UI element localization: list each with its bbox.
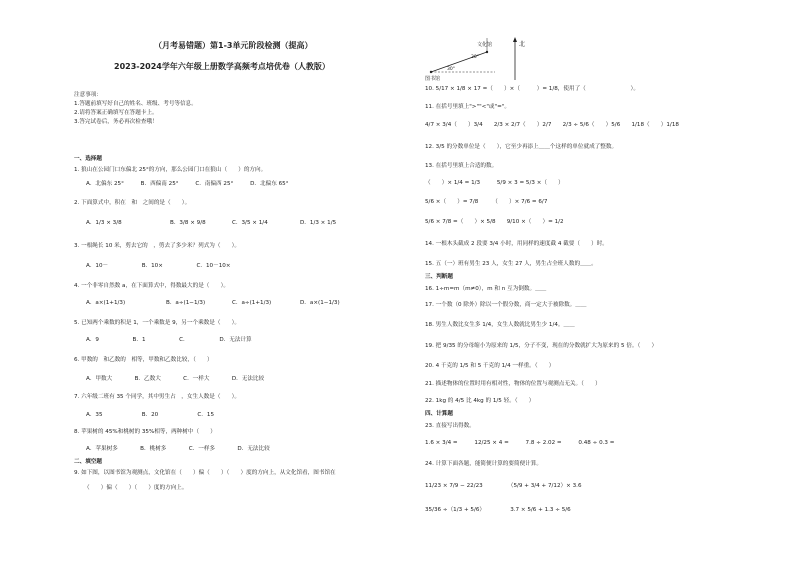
q4-option-c: C．a÷(1+1/3): [232, 300, 272, 306]
section-judge-title: 三、判断题: [425, 274, 453, 280]
question-7-options: A．35 B．20 C．15: [86, 412, 215, 418]
question-13: 13. 在括号里填上合适的数。: [425, 163, 498, 169]
question-9-continued: （ ）偏（ ）（ ）度的方向上。: [84, 485, 188, 491]
question-5-options: A．9 B．1 C． D．无法计算: [86, 337, 252, 343]
angle-label-2: 30°: [447, 67, 455, 72]
direction-map-diagram: [425, 36, 535, 82]
q2-option-b: B．3/8 × 9/8: [170, 220, 206, 226]
notice-title: 注意事项：: [74, 92, 102, 98]
question-12: 12. 3/5 的分数单位是（ ），它至少再添上＿＿个这样的单位就成了整数。: [425, 144, 618, 150]
q2-option-a: A．1/3 × 3/8: [86, 220, 122, 226]
culture-label: 文化馆: [477, 42, 493, 48]
question-1-options: A．北偏东 25° B．西偏南 25° C．南偏西 25° D．北偏东 65°: [86, 181, 289, 187]
notice-item-3: 3.答完试卷后，务必再次检查哦！: [74, 119, 158, 125]
question-22: 22. 1kg 的 4/5 比 4kg 的 1/5 轻。（ ）: [425, 398, 535, 404]
question-11-items: 4/7 × 3/4（ ）3/4 2/3 × 2/7（ ）2/7 2/3 ÷ 5/6（ ）5/6 1/18（ ）1/18: [425, 122, 679, 128]
question-8-options: A．苹果树多 B．桃树多 C．一样多 D．无法比较: [86, 446, 270, 452]
right-column: [425, 0, 725, 562]
question-4: 4. 一个非零自然数 a，在下面算式中，得数最大的是（ ）。: [74, 283, 229, 289]
question-9: 9. 如下图，以图书馆为观测点，文化馆在（ ）偏（ ）（ ）度的方向上，从文化馆看，图书馆在: [74, 470, 336, 476]
question-8: 8. 苹果树的 45%和桃树的 35%相等，两种树中（ ）: [74, 429, 216, 435]
question-24-row-2: 35/36 ÷（1/3 + 5/6） 3.7 × 5/6 + 1.3 ÷ 5/6: [425, 507, 571, 513]
q2-option-d: D．1/3 × 1/5: [300, 220, 337, 226]
section-choice-title: 一、选择题: [74, 156, 102, 162]
question-24-row-1: 11/23 × 7/9 − 22/23 （5/9 + 3/4 + 7/12）× 3.6: [425, 483, 582, 489]
question-23-items: 1.6 × 3/4 = 12/25 × 4 = 7.8 ÷ 2.02 = 0.48 ÷ 0.3 =: [425, 440, 615, 446]
q4-option-d: D．a×(1−1/3): [300, 300, 340, 306]
q2-option-c: C．3/5 × 1/4: [232, 220, 268, 226]
question-11: 11. 在括号里填上">""<"或"="。: [425, 104, 510, 110]
question-18: 18. 男生人数比女生多 1/4，女生人数就比男生少 1/4。＿＿: [425, 322, 575, 328]
question-7: 7. 六年级二班有 35 个同学，其中男生占 ，女生人数是（ ）。: [74, 394, 241, 400]
question-23: 23. 直接写出得数。: [425, 423, 475, 429]
question-15: 15. 五（一）班有男生 23 人，女生 27 人，男生占全班人数的＿＿。: [425, 261, 597, 267]
question-20: 20. 4 千克的 1/5 和 5 千克的 1/4 一样重。（ ）: [425, 363, 555, 369]
question-1: 1. 狼山在公园门口东偏北 25°的方向，那么公园门口在狼山（ ）的方向。: [74, 167, 267, 173]
section-calc-title: 四、计算题: [425, 411, 453, 417]
culture-point-icon: [486, 51, 488, 53]
notice-item-2: 2.请将答案正确填写在答题卡上。: [74, 110, 158, 116]
question-16: 16. 1÷m=m（m≠0），m 和 n 互为倒数。＿＿: [425, 286, 547, 292]
library-label: 图书馆: [425, 76, 441, 82]
q4-option-a: A．a×(1+1/3): [86, 300, 126, 306]
notice-item-1: 1.答题前填写好自己的姓名、班级、考号等信息。: [74, 101, 197, 107]
q4-option-b: B．a÷(1−1/3): [166, 300, 206, 306]
question-13-row-1: （ ）× 1/4 = 1/3 5/9 × 3 = 5/3 ×（ ）: [425, 180, 564, 186]
exam-subtitle: 2023-2024学年六年级上册数学高频考点培优卷（人教版）: [114, 62, 330, 71]
question-13-row-3: 5/6 × 7/8 =（ ）× 5/8 9/10 ×（ ）= 1/2: [425, 219, 564, 225]
exam-title: （月考易错题）第1-3单元阶段检测（提高）: [154, 41, 313, 50]
question-2: 2. 下面算式中，积在 和 之间的是（ ）。: [74, 200, 191, 206]
question-6-options: A．甲数大 B．乙数大 C．一样大 D．无法比较: [86, 376, 265, 382]
question-13-row-2: 5/6 ×（ ）= 7/8 （ ）× 7/6 = 6/7: [425, 199, 548, 205]
question-17: 17. 一个数（0 除外）除以一个假分数，商一定大于被除数。＿＿: [425, 302, 587, 308]
question-19: 19. 把 9/35 的分母缩小为原来的 1/5，分子不变，现在的分数就扩大为原来的 5 倍。（ ）: [425, 343, 658, 349]
angle-label-1: 30°: [471, 55, 479, 60]
question-10: 10. 5/17 × 1/8 × 17 =（ ）×（ ）= 1/8，使用了（ ）。: [425, 86, 639, 92]
question-6: 6. 甲数的 和乙数的 相等，甲数和乙数比较，（ ）: [74, 357, 213, 363]
library-point-icon: [430, 71, 432, 73]
question-5: 5. 已知两个乘数的积是 1，一个乘数是 9，另一个乘数是（ ）。: [74, 320, 241, 326]
question-24: 24. 计算下面各题，能简便计算的要简便计算。: [425, 461, 542, 467]
question-14: 14. 一根木头截成 2 段要 3/4 小时，用同样的速度截 4 截要（ ）时。: [425, 241, 608, 247]
north-label: 北: [519, 41, 526, 48]
question-21: 21. 描述物体的位置时用有相对性，物体的位置与观测点无关。（ ）: [425, 381, 601, 387]
question-3: 3. 一根绳长 10 米，剪去它的 ，剪去了多少米？列式为（ ）。: [74, 243, 241, 249]
section-fill-title: 二、填空题: [74, 459, 102, 465]
left-column: [72, 0, 407, 562]
north-arrow-icon: [513, 37, 517, 42]
question-3-options: A．10－ B．10× C．10－10×: [86, 263, 231, 269]
